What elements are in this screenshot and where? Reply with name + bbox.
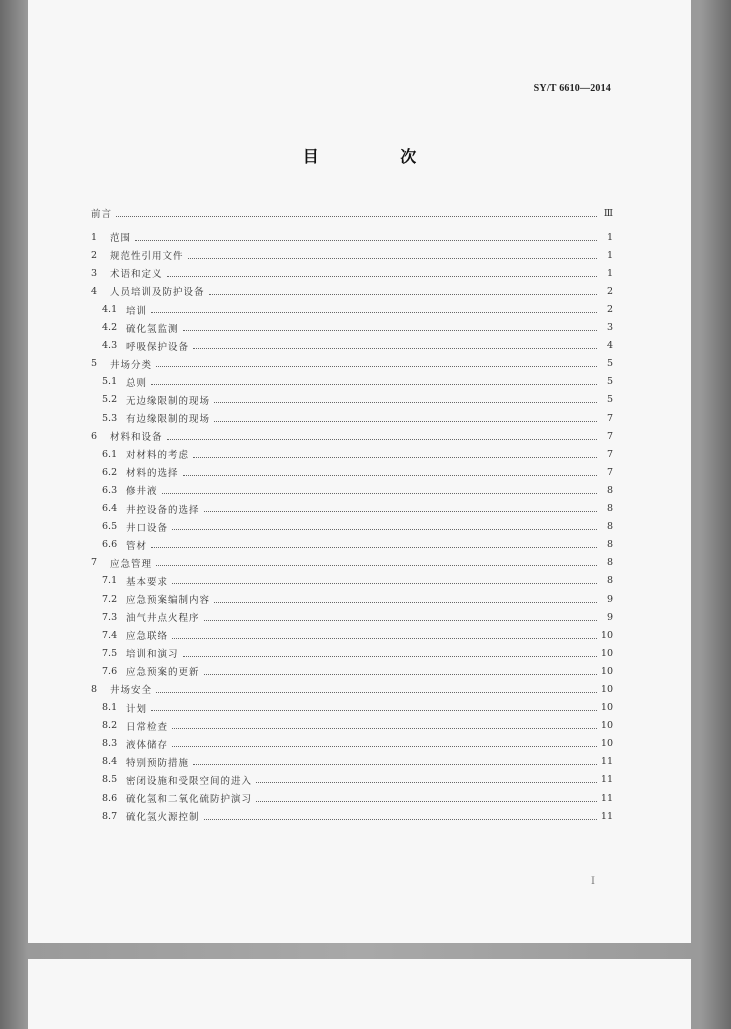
- toc-entry-title: 修井液: [126, 486, 158, 498]
- toc-entry[interactable]: [91, 699, 613, 717]
- toc-entry-page: 7: [606, 448, 613, 460]
- toc-entry-number: 8.6: [102, 792, 118, 804]
- toc-entry-page: 8: [606, 557, 613, 569]
- toc-entry-number: 8.3: [102, 738, 118, 750]
- toc-entry-page: 10: [600, 683, 613, 695]
- toc-entry-page: 4: [606, 340, 613, 352]
- toc-entry-title: 无边缘限制的现场: [126, 395, 211, 407]
- toc-entry-title: 前言: [91, 209, 113, 221]
- toc-entry[interactable]: [91, 337, 613, 355]
- toc-entry[interactable]: [91, 590, 613, 608]
- toc-entry[interactable]: [91, 481, 613, 499]
- toc-entry-page: 11: [600, 792, 613, 804]
- toc-entry[interactable]: [91, 463, 613, 481]
- toc-entry-number: 7.6: [102, 665, 118, 677]
- toc-entry-title: 材料的选择: [126, 468, 179, 480]
- toc-entry-number: 8.4: [102, 756, 118, 768]
- toc-entry[interactable]: [91, 500, 613, 518]
- toc-heading: 目 次: [302, 147, 455, 166]
- toc-entry-page: 5: [606, 358, 613, 370]
- dot-leader: [172, 746, 597, 747]
- toc-entry[interactable]: [91, 626, 613, 644]
- toc-entry-number: 8.1: [102, 702, 118, 714]
- toc-entry-title: 材料和设备: [110, 432, 163, 444]
- toc-entry[interactable]: [91, 319, 613, 337]
- toc-entry[interactable]: [91, 554, 613, 572]
- toc-entry[interactable]: [91, 789, 613, 807]
- dot-leader: [156, 366, 597, 367]
- toc-entry-title: 井场分类: [110, 359, 153, 371]
- dot-leader: [214, 421, 597, 422]
- toc-entry-page: 8: [606, 484, 613, 496]
- dot-leader: [172, 638, 597, 639]
- document-page: [28, 0, 691, 943]
- toc-entry[interactable]: [91, 282, 613, 300]
- toc-entry-title: 规范性引用文件: [110, 251, 184, 263]
- toc-entry[interactable]: [91, 807, 613, 825]
- toc-entry-number: 2: [91, 249, 98, 261]
- next-page: [28, 959, 691, 1029]
- toc-entry-number: 5.1: [102, 376, 118, 388]
- toc-entry[interactable]: [91, 228, 613, 246]
- toc-entry-number: 7.2: [102, 593, 118, 605]
- toc-entry-page: 9: [606, 611, 613, 623]
- toc-entry-number: 5.3: [102, 412, 118, 424]
- dot-leader: [135, 240, 597, 241]
- dot-leader: [214, 602, 597, 603]
- toc-entry-title: 油气井点火程序: [126, 613, 200, 625]
- dot-leader: [151, 547, 597, 548]
- toc-entry-number: 7.5: [102, 647, 118, 659]
- toc-entry-number: 4: [91, 285, 98, 297]
- toc-entry-page: 8: [606, 521, 613, 533]
- toc-entry-number: 8.2: [102, 720, 118, 732]
- toc-entry-title: 培训和演习: [126, 649, 179, 661]
- toc-entry-title: 井控设备的选择: [126, 504, 200, 516]
- toc-entry-title: 应急预案的更新: [126, 667, 200, 679]
- dot-leader: [209, 294, 597, 295]
- toc-entry-number: 6.2: [102, 466, 118, 478]
- toc-entry[interactable]: [91, 391, 613, 409]
- toc-entry-page: 11: [600, 756, 613, 768]
- toc-entry-page: 5: [606, 376, 613, 388]
- toc-entry[interactable]: [91, 204, 613, 222]
- dot-leader: [151, 384, 597, 385]
- dot-leader: [193, 764, 597, 765]
- toc-entry-number: 4.2: [102, 322, 118, 334]
- toc-entry-page: 10: [600, 720, 613, 732]
- toc-entry-number: 6.3: [102, 484, 118, 496]
- toc-entry-page: 1: [606, 267, 613, 279]
- toc-entry-number: 6.4: [102, 503, 118, 515]
- toc-entry-number: 6.1: [102, 448, 118, 460]
- dot-leader: [188, 258, 597, 259]
- toc-entry[interactable]: [91, 680, 613, 698]
- toc-entry-title: 总则: [126, 377, 148, 389]
- toc-entry-number: 1: [91, 231, 98, 243]
- dot-leader: [156, 692, 597, 693]
- toc-entry-page: 1: [606, 231, 613, 243]
- toc-entry[interactable]: [91, 644, 613, 662]
- toc-entry-title: 井口设备: [126, 522, 169, 534]
- toc-entry-page: 10: [600, 629, 613, 641]
- toc-entry-page: 7: [606, 430, 613, 442]
- toc-entry-number: 7.4: [102, 629, 118, 641]
- toc-entry-title: 密闭设施和受限空间的进入: [126, 775, 253, 787]
- toc-entry-title: 人员培训及防护设备: [110, 287, 205, 299]
- toc-entry-number: 5: [91, 358, 98, 370]
- toc-entry-page: 8: [606, 539, 613, 551]
- toc-entry-page: 9: [606, 593, 613, 605]
- standard-code: SY/T 6610—2014: [533, 83, 611, 94]
- dot-leader: [172, 529, 597, 530]
- dot-leader: [204, 620, 597, 621]
- page-number: I: [591, 876, 595, 887]
- table-of-contents: [91, 204, 613, 825]
- toc-entry-page: 2: [606, 285, 613, 297]
- toc-entry-page: 7: [606, 412, 613, 424]
- toc-entry-page: 5: [606, 394, 613, 406]
- toc-entry-page: 10: [600, 738, 613, 750]
- toc-entry[interactable]: [91, 753, 613, 771]
- toc-entry[interactable]: [91, 518, 613, 536]
- toc-entry-number: 7.1: [102, 575, 118, 587]
- toc-entry[interactable]: [91, 246, 613, 264]
- toc-entry-title: 特别预防措施: [126, 757, 190, 769]
- dot-leader: [172, 583, 597, 584]
- toc-entry-number: 4.1: [102, 304, 118, 316]
- dot-leader: [162, 493, 597, 494]
- toc-entry-page: 11: [600, 810, 613, 822]
- dot-leader: [256, 782, 597, 783]
- toc-entry[interactable]: [91, 445, 613, 463]
- toc-entry-page: 10: [600, 665, 613, 677]
- dot-leader: [204, 674, 597, 675]
- toc-entry-number: 4.3: [102, 340, 118, 352]
- toc-entry-page: Ⅲ: [603, 207, 613, 219]
- toc-entry[interactable]: [91, 427, 613, 445]
- toc-entry[interactable]: [91, 662, 613, 680]
- dot-leader: [193, 348, 597, 349]
- toc-entry[interactable]: [91, 572, 613, 590]
- toc-entry-page: 11: [600, 774, 613, 786]
- toc-entry[interactable]: [91, 536, 613, 554]
- toc-entry[interactable]: [91, 771, 613, 789]
- toc-entry-title: 管材: [126, 540, 148, 552]
- toc-entry-title: 呼吸保护设备: [126, 341, 190, 353]
- toc-entry-title: 对材料的考虑: [126, 450, 190, 462]
- toc-entry[interactable]: [91, 300, 613, 318]
- toc-entry[interactable]: [91, 608, 613, 626]
- toc-entry-title: 应急管理: [110, 558, 153, 570]
- dot-leader: [172, 728, 597, 729]
- dot-leader: [214, 402, 597, 403]
- toc-entry-title: 范围: [110, 233, 132, 245]
- toc-entry-page: 1: [606, 249, 613, 261]
- toc-entry[interactable]: [91, 373, 613, 391]
- toc-entry-number: 5.2: [102, 394, 118, 406]
- toc-entry-title: 硫化氢火源控制: [126, 812, 200, 824]
- toc-entry-title: 计划: [126, 703, 148, 715]
- toc-entry-title: 硫化氢监测: [126, 323, 179, 335]
- toc-entry[interactable]: [91, 355, 613, 373]
- dot-leader: [156, 565, 597, 566]
- toc-entry-title: 基本要求: [126, 576, 169, 588]
- toc-entry-page: 8: [606, 575, 613, 587]
- toc-entry-number: 6.5: [102, 521, 118, 533]
- toc-entry[interactable]: [91, 717, 613, 735]
- dot-leader: [183, 330, 597, 331]
- toc-entry-number: 6: [91, 430, 98, 442]
- dot-leader: [167, 439, 597, 440]
- toc-entry-number: 7.3: [102, 611, 118, 623]
- toc-entry-number: 7: [91, 557, 98, 569]
- toc-entry-title: 硫化氢和二氧化硫防护演习: [126, 794, 253, 806]
- dot-leader: [183, 475, 597, 476]
- toc-entry-title: 术语和定义: [110, 269, 163, 281]
- dot-leader: [183, 656, 597, 657]
- toc-entry-title: 应急联络: [126, 631, 169, 643]
- toc-entry[interactable]: [91, 264, 613, 282]
- dot-leader: [204, 511, 597, 512]
- dot-leader: [116, 216, 597, 217]
- dot-leader: [151, 312, 597, 313]
- dot-leader: [193, 457, 597, 458]
- toc-entry-page: 8: [606, 503, 613, 515]
- toc-entry[interactable]: [91, 735, 613, 753]
- toc-entry-title: 应急预案编制内容: [126, 595, 211, 607]
- toc-entry-page: 10: [600, 702, 613, 714]
- toc-entry-number: 6.6: [102, 539, 118, 551]
- toc-entry-page: 10: [600, 647, 613, 659]
- toc-entry-title: 日常检查: [126, 721, 169, 733]
- toc-entry-title: 培训: [126, 305, 148, 317]
- toc-entry-title: 井场安全: [110, 685, 153, 697]
- dot-leader: [256, 801, 597, 802]
- dot-leader: [204, 819, 597, 820]
- toc-entry-page: 7: [606, 466, 613, 478]
- toc-entry-number: 8.7: [102, 810, 118, 822]
- dot-leader: [151, 710, 597, 711]
- dot-leader: [167, 276, 597, 277]
- toc-entry-number: 8: [91, 683, 98, 695]
- toc-entry-page: 3: [606, 322, 613, 334]
- toc-entry-number: 8.5: [102, 774, 118, 786]
- toc-entry-title: 液体储存: [126, 739, 169, 751]
- toc-entry-number: 3: [91, 267, 98, 279]
- toc-entry-title: 有边缘限制的现场: [126, 414, 211, 426]
- toc-entry[interactable]: [91, 409, 613, 427]
- toc-entry-page: 2: [606, 304, 613, 316]
